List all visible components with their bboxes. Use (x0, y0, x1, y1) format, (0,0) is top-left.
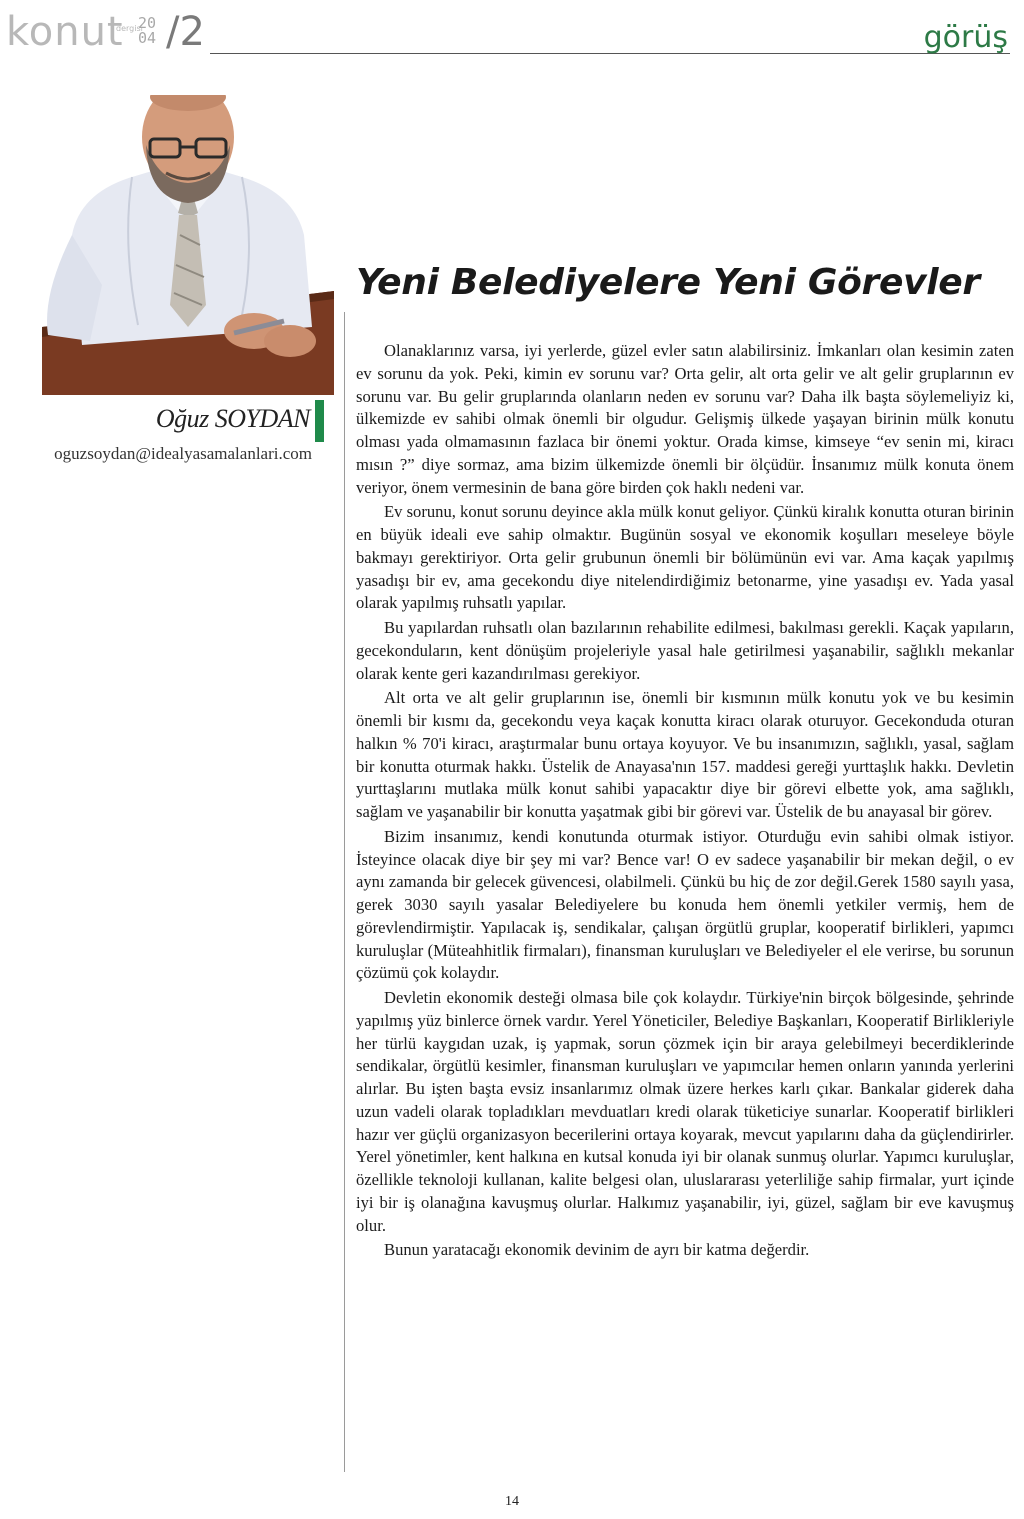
article-paragraph: Ev sorunu, konut sorunu deyince akla mülk konut geliyor. Çünkü kiralık konutta oturan birinin en büyük ideali eve sahip olmaktır. Bugünün sosyal ve ekonomik koşulları meseleye böyle bakmayı gerektiriyor. Orta gelir grubunun önemli bir bölümünün evi var. Ama kaçak yapılmış yasadışı bir ev, ama gecekondu diye nitelendirdiğimiz betonarme, yine yasadışı ev. Yada yasal olarak yapılmış ruhsatlı yapılar. (356, 502, 1015, 613)
logo-year-top: 20 (138, 14, 157, 32)
page-number: 14 (505, 1494, 519, 1509)
author-photo (42, 95, 334, 395)
column-divider (344, 312, 345, 1472)
section-label: görüş (923, 20, 1008, 55)
masthead (0, 0, 1024, 70)
article-paragraph: Alt orta ve alt gelir gruplarının ise, önemli bir kısmının mülk konutu yok ve bu kesimin önemli bir kısmı da, gecekondu veya kaçak konutta kiracı olarak oturuyor. Gecekonduda oturan halkın % 70'i kiracı, araştırmalar bunu ortaya koyuyor. Ve bu insanımızın, sağlıklı, yasal, sağlam bir konutta oturmak hakkı. Üstelik de Anayasa'nın 157. maddesi gereği yurttaşlık hakkı. Devletin yurttaşlarını mutlaka mülk konut sahibi yapacaktır diye bir görevi elbette yok, ama sağlıklı, sağlam ve yaşanabilir bir konutta yaşatmak gibi bir görevi var. Üstelik de bu anayasal bir görev. (356, 688, 1014, 821)
author-name: Oğuz SOYDAN (155, 404, 310, 433)
article-paragraph: Bunun yaratacağı ekonomik devinim de ayrı bir katma değerdir. (384, 1240, 810, 1260)
logo-subtitle: dergisi (116, 24, 143, 33)
logo-year (138, 16, 162, 46)
article-paragraph: Devletin ekonomik desteği olmasa bile çok kolaydır. Türkiye'nin birçok bölgesinde, şehrinde yapılmış yüz binlerce örnek vardır. Yerel Yöneticiler, Belediye Başkanları, Kooperatif Birlikleriyle her türlü kaygıdan uzak, iş yapmak, sorun çözmek için bir araya gelebilmeyi becerdiklerinde sendikalar, örgütlü kesimler, finansman kuruluşları ve yapımcılar hemen onların yanında yerlerini alırlar. Bu işten başta evsiz insanlarımız olmak üzere herkes karlı çıkar. Bankalar giderek daha uzun vadeli olarak topladıkları mevduatları kredi olarak tüketiciye sunarlar. Kooperatif birlikleri hazır ver güçlü organizasyon becerilerini ortaya koyarak, mevcut yapılarını daha da güçlendirirler. Yerel yönetimler, kent halkına en kutsal konuda iyi bir olanak sunmuş olurlar. Yapımcı kuruluşlar, özellikle teknoloji kullanan, kalite belgesi olan, uluslararası yeterliliğe sahip firmalar, yurt içinde iyi bir iş olanağına kavuşmuş olurlar. Halkımız yaşanabilir, iyi, güzel, sağlam bir eve kavuşmuş olur. (356, 988, 1014, 1235)
header-divider (210, 53, 1010, 54)
article-title: Yeni Belediyelere Yeni Görevler (356, 262, 980, 303)
logo-issue-number: /2 (166, 9, 205, 55)
article-paragraph: Bu yapılardan ruhsatlı olan bazılarının rehabilite edilmesi, bakılması gerekli. Kaçak yapıların, gecekonduların, kent dönüşüm projeleriyle yasal hale getirilmesi yaşanabilir, sağlıklı mekanlar olarak kente geri kazandırılması gerekiyor. (356, 618, 1014, 683)
logo-word: konut (6, 9, 124, 55)
accent-bar (315, 400, 324, 442)
article-paragraph: Bizim insanımız, kendi konutunda oturmak istiyor. Oturduğu evin sahibi olmak istiyor. İsteyince olacak diye bir şey mi var? Bence var! O ev sadece yaşanabilir bir mekan değil, o ev aynı zamanda bir gelecek güvencesi, olabilmeli. Çünkü bu hiç de zor değil.Gerek 1580 sayılı yasa, gerek 3030 sayılı yasalar Belediyelere bu konuda hem önemli yetkiler vermiş, hem de görevlendirmiştir. Yapılacak iş, sendikalar, çalışan örgütlü gruplar, kooperatif birlikleri, yapımcı kuruluşlar (Müteahhitlik firmaları), finansman kuruluşları ve Belediyeler el ele verirse, bu sorunun çözümü çok kolaydır. (356, 826, 1014, 983)
author-email: oguzsoydan@idealyasamalanlari.com (54, 444, 312, 463)
article-body (356, 340, 1014, 1264)
article-paragraph: Olanaklarınız varsa, iyi yerlerde, güzel evler satın alabilirsiniz. İmkanları olan kesimin zaten ev sorunu da yok. Peki, kimin ev sorunu var? Orta gelir, alt orta gelir ve alt gelir gruplarının ev sorunu var. Bu gelir gruplarında olanların neden ev sorunu var? Daha ilk başta söylemeliyiz ki, ülkemizde ev sahibi olmak önemli bir olgudur. Gelişmiş ülkede yaşayan birinin mülk konutu olması yada olmamasının fazlaca bir önemi yoktur. Orada kimse, kimseye “ev senin mi, kiracı mısın ?” diye sormaz, ama bizim ülkemizde önemli bir ölçüdür. İnsanımız mülk konuta önem veriyor, önem vermesinin de bana göre birden çok haklı nedeni var. (356, 341, 1014, 497)
logo-year-bottom: 04 (138, 29, 157, 47)
